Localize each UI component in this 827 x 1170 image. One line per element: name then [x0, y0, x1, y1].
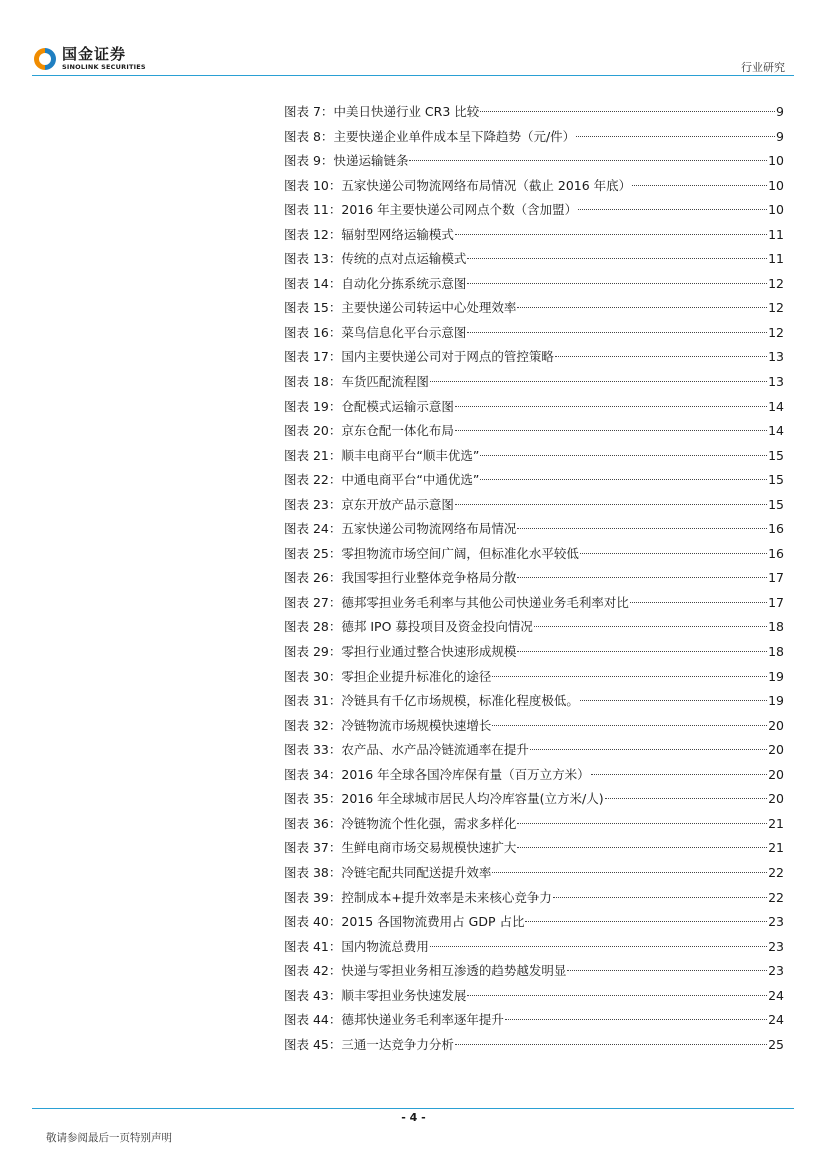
toc-entry[interactable] [284, 174, 784, 199]
toc-dot-leader [492, 725, 767, 726]
toc-figure-title: 生鲜电商市场交易规模快速扩大 [341, 840, 517, 856]
toc-entry[interactable] [284, 1033, 784, 1058]
toc-figure-title: 中美日快递行业 CR3 比较 [333, 104, 480, 119]
toc-entry[interactable] [284, 542, 784, 567]
toc-page-number: 12 [768, 300, 784, 316]
toc-page-number: 9 [776, 128, 784, 144]
toc-dot-leader [455, 430, 767, 431]
toc-figure-label: 图表 30： [284, 668, 342, 684]
toc-page-number: 19 [768, 668, 784, 684]
toc-figure-title: 农产品、水产品冷链流通率在提升 [341, 742, 529, 758]
toc-figure-label: 图表 21： [284, 447, 342, 463]
toc-entry[interactable] [284, 665, 784, 690]
toc-page-number: 21 [768, 840, 784, 856]
toc-page-number: 17 [768, 594, 784, 610]
toc-page-number: 18 [768, 644, 784, 660]
toc-page-number: 17 [768, 570, 784, 586]
toc-figure-title: 2016 年全球各国冷库保有量（百万立方米） [341, 766, 590, 782]
toc-page-number: 12 [768, 275, 784, 291]
toc-dot-leader [580, 700, 767, 701]
toc-entry[interactable] [284, 493, 784, 518]
toc-figure-label: 图表 10： [284, 177, 342, 193]
toc-page-number: 20 [768, 742, 784, 758]
toc-figure-label: 图表 20： [284, 423, 342, 439]
toc-figure-title: 三通一达竞争力分析 [341, 1036, 454, 1052]
toc-page-number: 18 [768, 619, 784, 635]
report-category: 行业研究 [741, 61, 785, 74]
toc-dot-leader [517, 307, 767, 308]
toc-entry[interactable] [284, 468, 784, 493]
toc-dot-leader [455, 504, 767, 505]
toc-figure-title: 2016 年主要快递公司网点个数（含加盟） [341, 202, 578, 218]
toc-figure-label: 图表 39： [284, 889, 342, 905]
toc-figure-label: 图表 25： [284, 545, 342, 561]
header-divider [32, 75, 794, 76]
toc-figure-label: 图表 18： [284, 374, 342, 390]
toc-figure-label: 图表 7： [284, 104, 334, 119]
toc-entry[interactable] [284, 714, 784, 739]
toc-figure-label: 图表 31： [284, 693, 342, 709]
company-logo [32, 46, 146, 72]
toc-dot-leader [480, 455, 767, 456]
toc-figure-title: 五家快递公司物流网络布局情况（截止 2016 年底） [341, 177, 632, 193]
toc-figure-label: 图表 24： [284, 521, 342, 537]
toc-entry[interactable] [284, 1008, 784, 1033]
toc-dot-leader [555, 356, 767, 357]
toc-dot-leader [492, 676, 767, 677]
toc-entry[interactable] [284, 689, 784, 714]
toc-dot-leader [576, 136, 775, 137]
toc-figure-title: 京东仓配一体化布局 [341, 423, 454, 439]
toc-figure-label: 图表 9： [284, 153, 334, 169]
toc-figure-title: 2016 年全球城市居民人均冷库容量(立方米/人) [341, 791, 604, 807]
toc-entry[interactable] [284, 198, 784, 223]
toc-figure-title: 主要快递企业单件成本呈下降趋势（元/件） [333, 128, 576, 144]
toc-figure-label: 图表 42： [284, 963, 342, 979]
toc-figure-title: 控制成本+提升效率是未来核心竞争力 [341, 889, 552, 905]
toc-dot-leader [455, 234, 767, 235]
toc-entry[interactable] [284, 812, 784, 837]
page-number: - 4 - [401, 1111, 426, 1124]
toc-page-number: 15 [768, 496, 784, 512]
toc-dot-leader [409, 160, 767, 161]
toc-page-number: 12 [768, 324, 784, 340]
toc-dot-leader [632, 185, 767, 186]
toc-page-number: 11 [768, 251, 784, 267]
toc-dot-leader [525, 921, 767, 922]
toc-figure-title: 冷链物流个性化强，需求多样化 [341, 815, 517, 831]
figure-index-list [284, 100, 784, 1057]
toc-dot-leader [480, 479, 767, 480]
toc-figure-label: 图表 32： [284, 717, 342, 733]
toc-dot-leader [580, 553, 767, 554]
toc-figure-title: 顺丰零担业务快速发展 [341, 987, 467, 1003]
toc-figure-label: 图表 15： [284, 300, 342, 316]
toc-entry[interactable] [284, 419, 784, 444]
toc-entry[interactable] [284, 836, 784, 861]
toc-entry[interactable] [284, 100, 784, 125]
toc-dot-leader [492, 872, 767, 873]
toc-page-number: 11 [768, 226, 784, 242]
toc-dot-leader [430, 381, 767, 382]
toc-entry[interactable] [284, 787, 784, 812]
toc-entry[interactable] [284, 247, 784, 272]
toc-dot-leader [567, 970, 767, 971]
toc-figure-label: 图表 16： [284, 324, 342, 340]
toc-page-number: 13 [768, 374, 784, 390]
toc-figure-title: 德邦 IPO 募投项目及资金投向情况 [341, 619, 533, 635]
toc-figure-label: 图表 38： [284, 864, 342, 880]
toc-figure-label: 图表 35： [284, 791, 342, 807]
toc-page-number: 24 [768, 987, 784, 1003]
toc-figure-label: 图表 34： [284, 766, 342, 782]
toc-page-number: 15 [768, 447, 784, 463]
toc-figure-label: 图表 41： [284, 938, 342, 954]
toc-entry[interactable] [284, 566, 784, 591]
toc-figure-label: 图表 13： [284, 251, 342, 267]
toc-entry[interactable] [284, 959, 784, 984]
toc-entry[interactable] [284, 395, 784, 420]
toc-page-number: 20 [768, 791, 784, 807]
toc-entry[interactable] [284, 935, 784, 960]
toc-figure-label: 图表 40： [284, 914, 342, 930]
toc-entry[interactable] [284, 296, 784, 321]
toc-figure-title: 主要快递公司转运中心处理效率 [341, 300, 517, 316]
toc-page-number: 23 [768, 938, 784, 954]
toc-entry[interactable] [284, 345, 784, 370]
toc-figure-title: 快递与零担业务相互渗透的趋势越发明显 [341, 963, 567, 979]
toc-page-number: 10 [768, 202, 784, 218]
toc-figure-title: 五家快递公司物流网络布局情况 [341, 521, 517, 537]
toc-dot-leader [455, 406, 767, 407]
toc-figure-title: 京东开放产品示意图 [341, 496, 454, 512]
toc-entry[interactable] [284, 444, 784, 469]
toc-figure-label: 图表 44： [284, 1012, 342, 1028]
toc-figure-label: 图表 27： [284, 594, 342, 610]
toc-figure-title: 国内主要快递公司对于网点的管控策略 [341, 349, 554, 365]
toc-figure-label: 图表 22： [284, 472, 342, 488]
toc-figure-title: 零担物流市场空间广阔，但标准化水平较低 [341, 545, 579, 561]
toc-figure-label: 图表 29： [284, 644, 342, 660]
toc-figure-label: 图表 14： [284, 275, 342, 291]
toc-figure-title: 菜鸟信息化平台示意图 [341, 324, 467, 340]
toc-dot-leader [505, 1019, 767, 1020]
disclaimer-note: 敬请参阅最后一页特别声明 [46, 1132, 172, 1144]
toc-entry[interactable] [284, 738, 784, 763]
toc-entry[interactable] [284, 223, 784, 248]
toc-page-number: 15 [768, 472, 784, 488]
toc-page-number: 10 [768, 153, 784, 169]
toc-entry[interactable] [284, 861, 784, 886]
toc-figure-title: 快递运输链条 [333, 153, 409, 169]
toc-entry[interactable] [284, 615, 784, 640]
toc-figure-title: 冷链具有千亿市场规模，标准化程度极低。 [341, 693, 579, 709]
toc-page-number: 23 [768, 963, 784, 979]
toc-figure-title: 冷链物流市场规模快速增长 [341, 717, 492, 733]
toc-entry[interactable] [284, 640, 784, 665]
toc-figure-title: 传统的点对点运输模式 [341, 251, 467, 267]
toc-page-number: 20 [768, 717, 784, 733]
toc-page-number: 16 [768, 521, 784, 537]
toc-figure-title: 零担行业通过整合快速形成规模 [341, 644, 517, 660]
toc-figure-label: 图表 12： [284, 226, 342, 242]
toc-entry[interactable] [284, 886, 784, 911]
toc-page-number: 21 [768, 815, 784, 831]
toc-page-number: 10 [768, 177, 784, 193]
toc-figure-title: 德邦快递业务毛利率逐年提升 [341, 1012, 504, 1028]
toc-dot-leader [517, 823, 767, 824]
toc-dot-leader [605, 798, 767, 799]
toc-figure-label: 图表 36： [284, 815, 342, 831]
toc-figure-label: 图表 28： [284, 619, 342, 635]
toc-dot-leader [517, 577, 767, 578]
toc-entry[interactable] [284, 517, 784, 542]
toc-figure-title: 顺丰电商平台“顺丰优选” [341, 447, 480, 463]
toc-figure-title: 车货匹配流程图 [341, 374, 429, 390]
page-header [0, 0, 827, 80]
toc-page-number: 16 [768, 545, 784, 561]
toc-dot-leader [530, 749, 767, 750]
toc-figure-title: 中通电商平台“中通优选” [341, 472, 480, 488]
toc-entry[interactable] [284, 763, 784, 788]
toc-dot-leader [517, 847, 767, 848]
toc-dot-leader [455, 1044, 767, 1045]
toc-entry[interactable] [284, 125, 784, 150]
sinolink-logo-icon [32, 46, 58, 72]
toc-figure-title: 德邦零担业务毛利率与其他公司快递业务毛利率对比 [341, 594, 629, 610]
toc-page-number: 25 [768, 1036, 784, 1052]
footer-divider [32, 1108, 794, 1109]
toc-page-number: 22 [768, 889, 784, 905]
toc-figure-title: 我国零担行业整体竞争格局分散 [341, 570, 517, 586]
toc-page-number: 19 [768, 693, 784, 709]
toc-figure-label: 图表 45： [284, 1036, 342, 1052]
toc-entry[interactable] [284, 910, 784, 935]
toc-dot-leader [630, 602, 767, 603]
toc-figure-title: 国内物流总费用 [341, 938, 429, 954]
toc-entry[interactable] [284, 984, 784, 1009]
toc-entry[interactable] [284, 591, 784, 616]
toc-dot-leader [517, 651, 767, 652]
toc-dot-leader [534, 626, 767, 627]
toc-entry[interactable] [284, 149, 784, 174]
logo-english-name: SINOLINK SECURITIES [62, 63, 146, 72]
logo-chinese-name: 国金证券 [62, 45, 127, 64]
toc-page-number: 20 [768, 766, 784, 782]
toc-figure-title: 2015 各国物流费用占 GDP 占比 [341, 914, 525, 930]
toc-entry[interactable] [284, 370, 784, 395]
toc-figure-label: 图表 26： [284, 570, 342, 586]
toc-figure-title: 辐射型网络运输模式 [341, 226, 454, 242]
toc-figure-title: 自动化分拣系统示意图 [341, 275, 467, 291]
toc-dot-leader [480, 111, 775, 112]
toc-page-number: 9 [776, 104, 784, 119]
toc-figure-title: 零担企业提升标准化的途径 [341, 668, 492, 684]
toc-dot-leader [553, 897, 767, 898]
toc-page-number: 14 [768, 398, 784, 414]
toc-dot-leader [467, 283, 767, 284]
toc-figure-label: 图表 17： [284, 349, 342, 365]
toc-page-number: 23 [768, 914, 784, 930]
toc-page-number: 13 [768, 349, 784, 365]
toc-figure-label: 图表 19： [284, 398, 342, 414]
toc-figure-label: 图表 23： [284, 496, 342, 512]
toc-figure-label: 图表 37： [284, 840, 342, 856]
toc-page-number: 24 [768, 1012, 784, 1028]
toc-dot-leader [430, 946, 767, 947]
toc-figure-title: 仓配模式运输示意图 [341, 398, 454, 414]
toc-dot-leader [517, 528, 767, 529]
toc-page-number: 14 [768, 423, 784, 439]
toc-dot-leader [578, 209, 767, 210]
toc-figure-label: 图表 33： [284, 742, 342, 758]
toc-dot-leader [591, 774, 767, 775]
toc-entry[interactable] [284, 272, 784, 297]
toc-dot-leader [467, 258, 767, 259]
toc-entry[interactable] [284, 321, 784, 346]
toc-figure-label: 图表 8： [284, 128, 334, 144]
toc-figure-title: 冷链宅配共同配送提升效率 [341, 864, 492, 880]
toc-figure-label: 图表 11： [284, 202, 342, 218]
toc-page-number: 22 [768, 864, 784, 880]
toc-dot-leader [467, 332, 767, 333]
toc-dot-leader [467, 995, 767, 996]
toc-figure-label: 图表 43： [284, 987, 342, 1003]
